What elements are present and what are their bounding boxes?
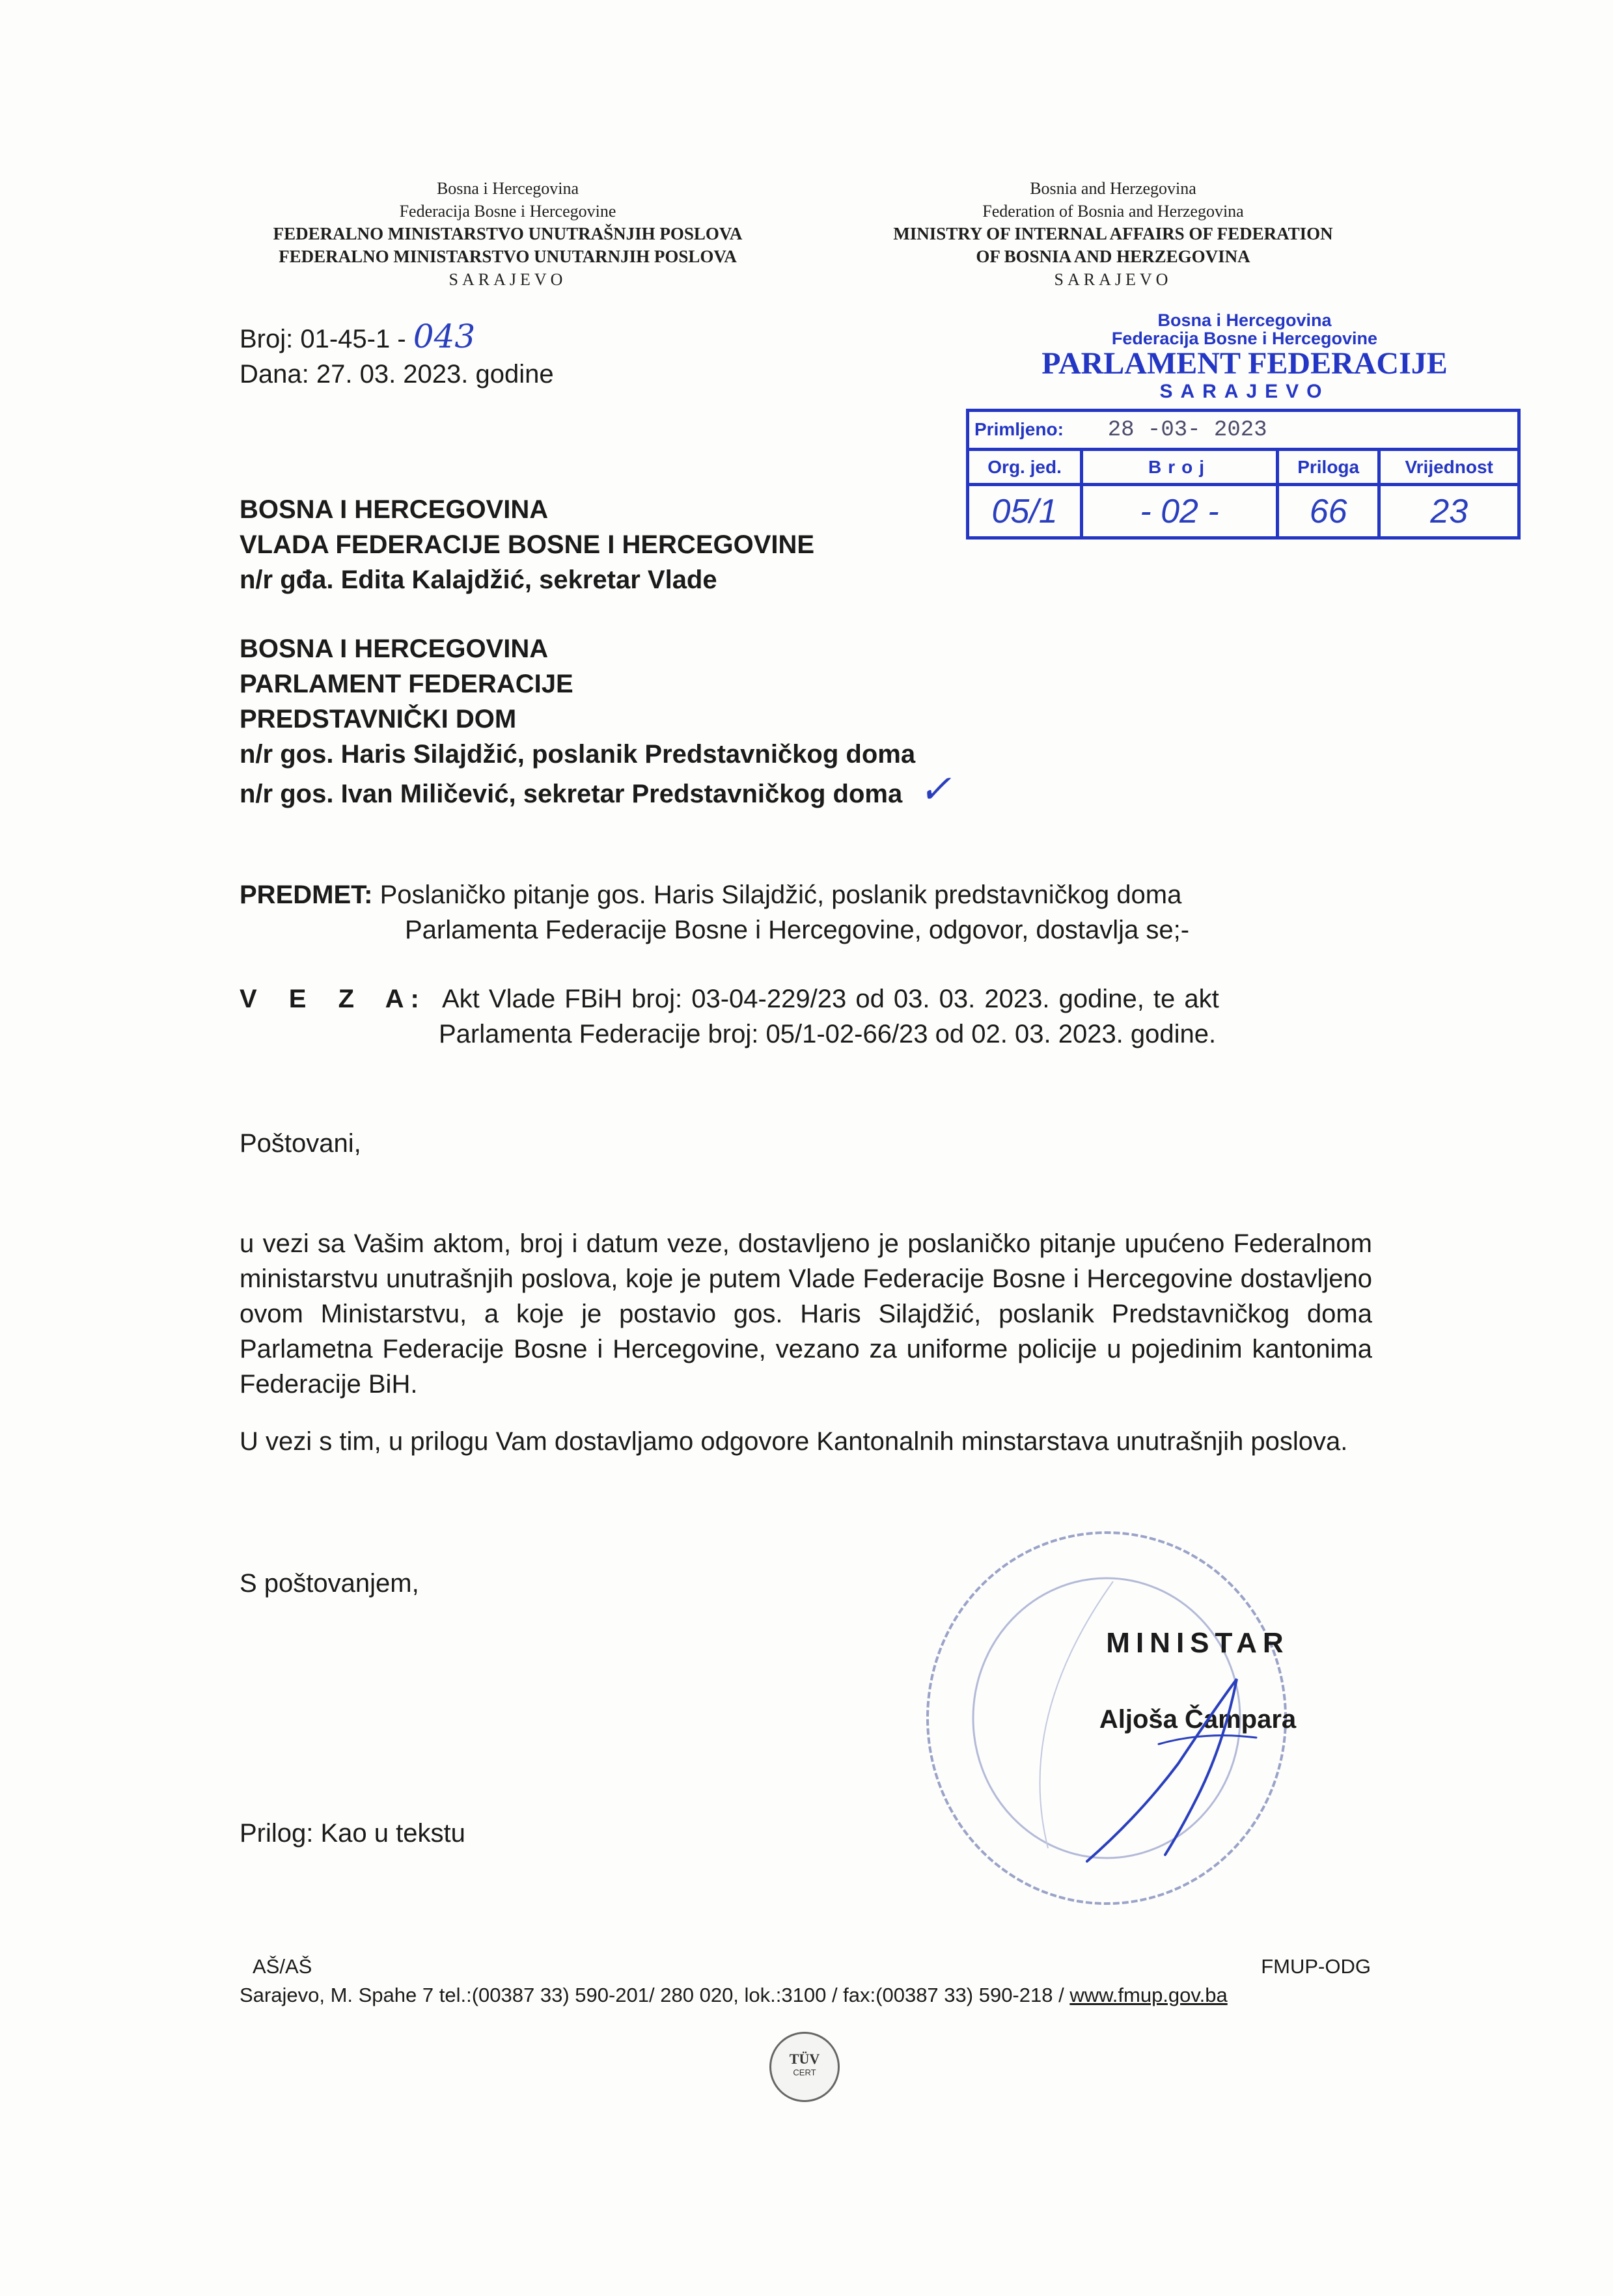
signature-name: Aljoša Čampara [1099,1705,1297,1734]
header-left [234,177,781,291]
veza-label: V E Z A: [240,985,426,1013]
subject-text-1: Poslaničko pitanje gos. Haris Silajdžić, poslanik predstavničkog doma [379,881,1182,909]
registry-stamp-city: SARAJEVO [1159,381,1330,402]
registry-val-broj: - 02 - [1082,485,1278,538]
registry-col-org: Org. jed. [968,450,1082,485]
subject-label: PREDMET: [240,881,373,909]
signature-title: MINISTAR [1106,1627,1289,1659]
reference-number [240,319,695,357]
reference-link-block [240,981,1385,1052]
recipient2-attention-2 [240,767,1118,812]
closing: S poštovanjem, [240,1569,419,1598]
tuv-cert-logo [769,2032,840,2102]
registry-stamp-country: Bosna i Hercegovina [1157,310,1332,330]
registry-col-priloga: Priloga [1277,450,1379,485]
registry-received-label: Primljeno: [974,418,1064,439]
header-right [846,177,1380,291]
recipient1-country: BOSNA I HERCEGOVINA [240,495,549,524]
recipient2-parliament: PARLAMENT FEDERACIJE [240,670,573,698]
attachment-note: Prilog: Kao u tekstu [240,1819,465,1848]
recipient1-institution: VLADA FEDERACIJE BOSNE I HERCEGOVINE [240,530,815,559]
header-left-country: Bosna i Hercegovina [436,179,579,198]
footer-code: FMUP-ODG [1261,1955,1371,1978]
body-paragraph-1: u vezi sa Vašim aktom, broj i datum veze, dostavljeno je poslaničko pitanje upućeno Federalnom ministarstvu unutrašnjih poslova, koje je putem Vlade Federacije Bosne i Hercegovine dostavljeno ovom Ministarstvu, a koje je postavio gos. Haris Silajdžić, poslanik Predstavničkog doma Parlametna Federacije Bosne i Hercegovine, vezano za uniforme policije u pojedinim kantonima Federacije BiH. [240,1229,1372,1399]
body-paragraph-2: U vezi s tim, u prilogu Vam dostavljamo odgovore Kantonalnih minstarstava unutrašnjih poslova. [240,1427,1348,1456]
registry-stamp-parliament: PARLAMENT FEDERACIJE [1041,346,1448,381]
header-right-country: Bosnia and Herzegovina [1030,179,1196,198]
header-right-ministry-2: OF BOSNIA AND HERZEGOVINA [976,247,1250,266]
handwritten-signature-icon [1061,1666,1308,1887]
registry-received-date: 28 -03- 2023 [1107,417,1267,443]
recipient-parliament [240,631,1118,812]
reference-date: Dana: 27. 03. 2023. godine [240,360,554,389]
header-right-ministry: MINISTRY OF INTERNAL AFFAIRS OF FEDERATION [893,224,1333,243]
subject-text-2: Parlamenta Federacije Bosne i Hercegovine, odgovor, dostavlja se;- [405,916,1190,944]
veza-text-1: Akt Vlade FBiH broj: 03-04-229/23 od 03. 03. 2023. godine, te akt [441,985,1219,1013]
recipient-government [240,492,988,597]
subject-line-1 [240,877,1411,912]
registry-val-org: 05/1 [968,485,1082,538]
reference-number-handwritten: 043 [413,318,476,355]
registry-stamp-table [966,409,1521,540]
tuv-cert-logo-subtext: CERT [793,2068,816,2077]
registry-col-broj: Broj [1082,450,1278,485]
recipient2-country: BOSNA I HERCEGOVINA [240,635,549,663]
header-left-ministry-alt: FEDERALNO MINISTARSTVO UNUTARNJIH POSLOVA [279,247,737,266]
subject-block [240,877,1411,948]
veza-text-2: Parlamenta Federacije broj: 05/1-02-66/23 od 02. 03. 2023. godine. [439,1020,1217,1048]
veza-line-1 [240,981,1385,1017]
header-right-city: SARAJEVO [1054,270,1172,289]
recipient2-house: PREDSTAVNIČKI DOM [240,705,517,733]
registry-col-vrijednost: Vrijednost [1379,450,1519,485]
footer-initials: AŠ/AŠ [253,1955,312,1978]
greeting: Poštovani, [240,1129,361,1158]
reference-number-label: Broj: 01-45-1 - [240,325,406,353]
registry-val-vrijednost: 23 [1379,485,1519,538]
recipient2-attention-1: n/r gos. Haris Silajdžić, poslanik Predstavničkog doma [240,740,916,769]
tuv-cert-logo-text: TÜV [789,2051,820,2067]
recipient1-attention: n/r gđa. Edita Kalajdžić, sekretar Vlade [240,566,717,594]
recipient2-attention-2-text: n/r gos. Ivan Miličević, sekretar Predstavničkog doma [240,780,903,808]
registry-val-priloga: 66 [1277,485,1379,538]
footer-website-link[interactable]: www.fmup.gov.ba [1069,1984,1228,2006]
registry-received-row [968,411,1519,450]
header-right-federation: Federation of Bosnia and Herzegovina [982,202,1244,221]
registry-stamp-federation: Federacija Bosne i Hercegovine [1111,329,1378,348]
footer-address: Sarajevo, M. Spahe 7 tel.:(00387 33) 590-201/ 280 020, lok.:3100 / fax:(00387 33) 590-218 / [240,1984,1064,2006]
reference-block [240,319,695,392]
header-left-ministry: FEDERALNO MINISTARSTVO UNUTRAŠNJIH POSLOVA [273,224,743,243]
header-left-city: SARAJEVO [448,270,567,289]
footer-address-line [240,1981,1385,2010]
check-mark-icon: ✓ [918,767,952,812]
registry-stamp [966,311,1523,540]
header-left-federation: Federacija Bosne i Hercegovine [399,202,616,221]
